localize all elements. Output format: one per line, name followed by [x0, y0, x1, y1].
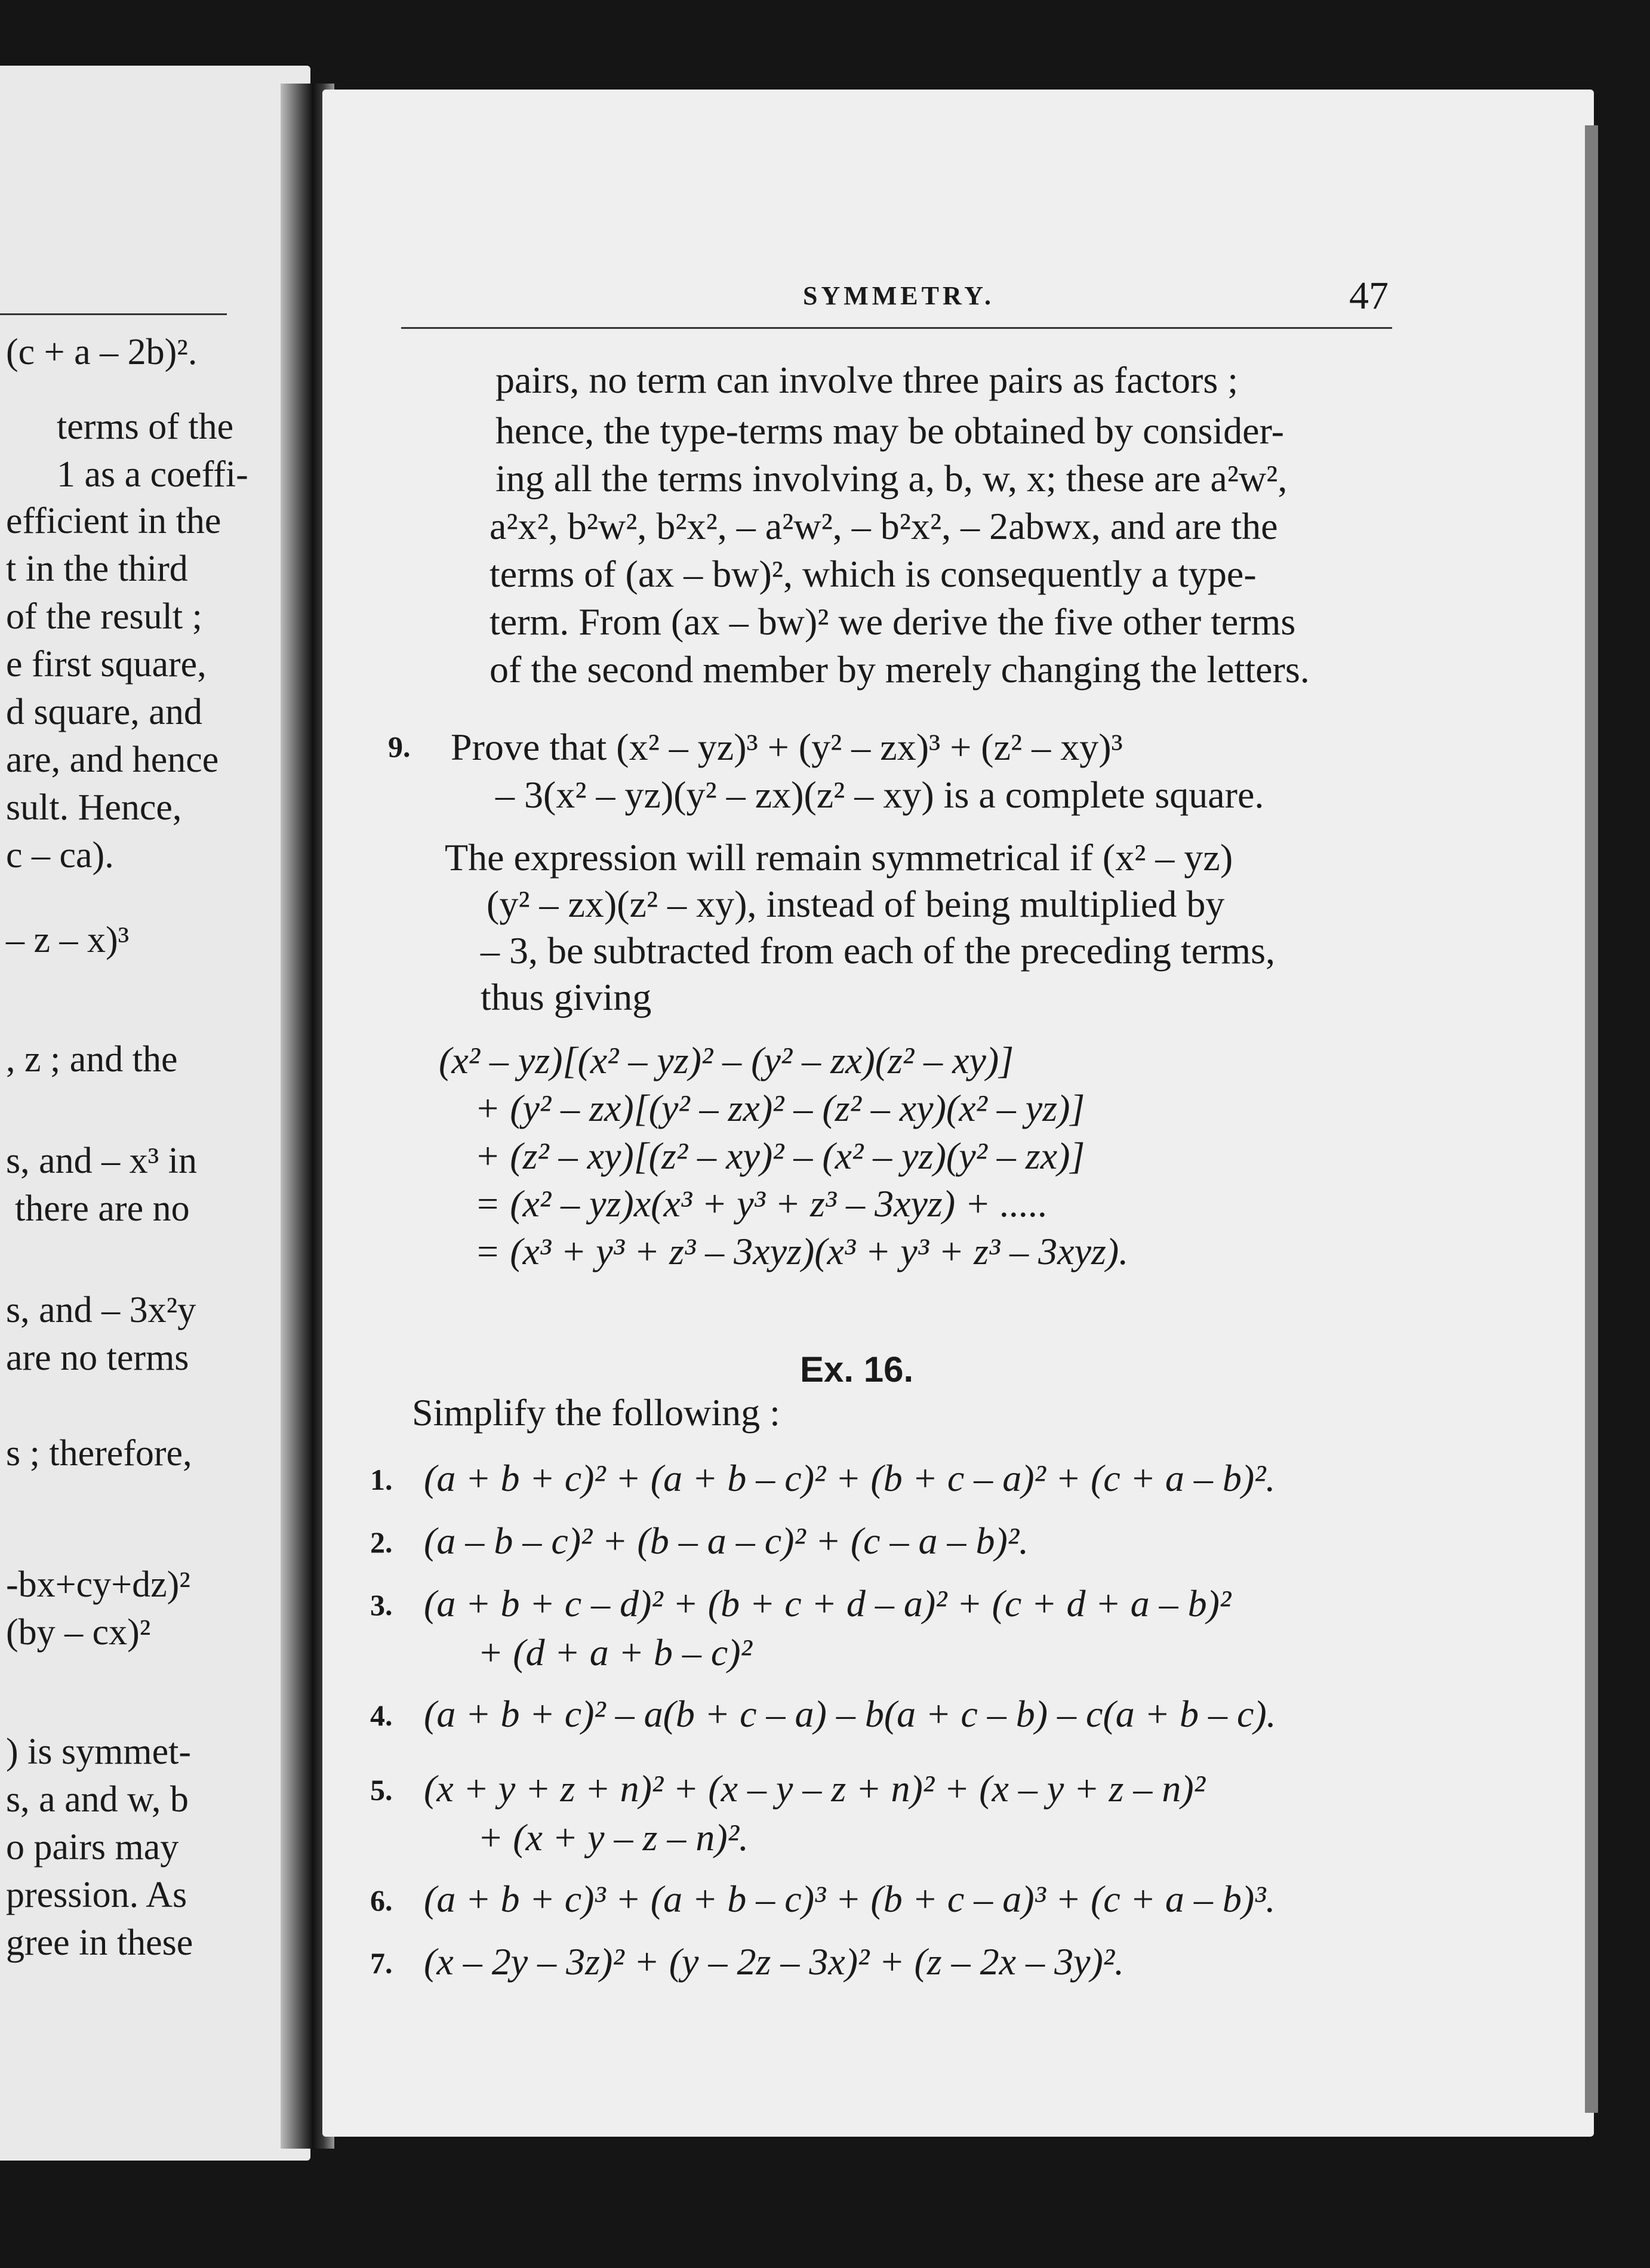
left-page-line: , z ; and the — [6, 1039, 178, 1080]
exercise-item-number: 7. — [370, 1946, 393, 1980]
left-page-line: ) is symmet- — [6, 1731, 191, 1772]
left-page-line: t in the third — [6, 548, 188, 589]
paragraph-line: of the second member by merely changing the letters. — [490, 648, 1310, 691]
paragraph-line: pairs, no term can involve three pairs as factors ; — [495, 359, 1238, 401]
exercise-item-number: 1. — [370, 1463, 393, 1496]
exercise-item-number: 5. — [370, 1773, 393, 1807]
exercise-item-expression: (a + b + c)³ + (a + b – c)³ + (b + c – a)³ + (c + a – b)³. — [424, 1878, 1276, 1920]
equation-line: + (y² – zx)[(y² – zx)² – (z² – xy)(x² – yz)] — [475, 1087, 1085, 1129]
left-page-line: 1 as a coeffi- — [57, 454, 248, 495]
left-page-line: are no terms — [6, 1338, 189, 1378]
exercise-heading: Ex. 16. — [800, 1349, 914, 1389]
problem-9-line: – 3(x² – yz)(y² – zx)(z² – xy) is a complete square. — [495, 774, 1264, 816]
exercise-instruction: Simplify the following : — [412, 1391, 780, 1434]
problem-number: 9. — [388, 730, 411, 763]
exercise-item-expression: (x – 2y – 3z)² + (y – 2z – 3x)² + (z – 2x – 3y)². — [424, 1940, 1124, 1983]
left-page-line: gree in these — [6, 1922, 193, 1963]
left-header-rule — [0, 313, 227, 315]
exercise-item-expression: + (d + a + b – c)² — [478, 1631, 752, 1674]
left-page-line: sult. Hence, — [6, 787, 182, 828]
left-page-line: o pairs may — [6, 1827, 179, 1868]
left-page-line: c – ca). — [6, 835, 114, 876]
left-page-line: terms of the — [57, 406, 234, 447]
paragraph-line: a²x², b²w², b²x², – a²w², – b²x², – 2abwx, and are the — [490, 505, 1278, 547]
left-page-line: s ; therefore, — [6, 1433, 192, 1474]
equation-line: + (z² – xy)[(z² – xy)² – (x² – yz)(y² – zx)] — [475, 1135, 1085, 1177]
equation-line: (x² – yz)[(x² – yz)² – (y² – zx)(z² – xy)] — [439, 1039, 1014, 1081]
paragraph-line: terms of (ax – bw)², which is consequently a type- — [490, 553, 1257, 595]
exercise-item-expression: (a + b + c)² + (a + b – c)² + (b + c – a)² + (c + a – b)². — [424, 1457, 1276, 1499]
left-page-line: pression. As — [6, 1875, 187, 1915]
left-page-line: -bx+cy+dz)² — [6, 1564, 190, 1605]
paragraph-line: hence, the type-terms may be obtained by consider- — [495, 409, 1284, 452]
exercise-item-expression: (a + b + c)² – a(b + c – a) – b(a + c – b) – c(a + b – c). — [424, 1693, 1276, 1735]
left-page-line: (c + a – 2b)². — [6, 332, 198, 372]
problem-9-line: Prove that (x² – yz)³ + (y² – zx)³ + (z² – xy)³ — [451, 726, 1123, 768]
exercise-item-number: 4. — [370, 1699, 393, 1732]
left-page-line: s, a and w, b — [6, 1779, 189, 1820]
solution-line: thus giving — [481, 976, 652, 1018]
exercise-item-expression: (x + y + z + n)² + (x – y – z + n)² + (x – y + z – n)² — [424, 1767, 1205, 1810]
exercise-item-expression: (a – b – c)² + (b – a – c)² + (c – a – b)². — [424, 1520, 1029, 1562]
left-page-line: efficient in the — [6, 501, 221, 541]
left-page-line: (by – cx)² — [6, 1612, 151, 1653]
left-page-line: d square, and — [6, 692, 202, 732]
exercise-item-number: 2. — [370, 1526, 393, 1559]
exercise-item-number: 6. — [370, 1884, 393, 1917]
equation-line: = (x³ + y³ + z³ – 3xyz)(x³ + y³ + z³ – 3xyz). — [475, 1230, 1129, 1272]
left-page-line: s, and – 3x²y — [6, 1290, 196, 1330]
exercise-item-expression: + (x + y – z – n)². — [478, 1816, 749, 1859]
running-head: SYMMETRY. — [803, 281, 995, 310]
left-page-line: of the result ; — [6, 596, 202, 637]
solution-line: – 3, be subtracted from each of the preceding terms, — [481, 929, 1276, 972]
left-page-line: are, and hence — [6, 739, 219, 780]
solution-line: The expression will remain symmetrical if (x² – yz) — [445, 836, 1233, 879]
left-page-line: there are no — [15, 1188, 190, 1229]
solution-line: (y² – zx)(z² – xy), instead of being multiplied by — [487, 883, 1225, 925]
paragraph-line: term. From (ax – bw)² we derive the five other terms — [490, 600, 1296, 643]
exercise-item-number: 3. — [370, 1588, 393, 1622]
page-edge — [1585, 125, 1598, 2113]
equation-line: = (x² – yz)x(x³ + y³ + z³ – 3xyz) + ..... — [475, 1182, 1048, 1225]
left-page-line: – z – x)³ — [6, 920, 130, 960]
paragraph-line: ing all the terms involving a, b, w, x; these are a²w², — [495, 457, 1288, 500]
exercise-item-expression: (a + b + c – d)² + (b + c + d – a)² + (c + d + a – b)² — [424, 1582, 1232, 1625]
header-rule — [401, 327, 1392, 329]
page-number: 47 — [1349, 274, 1389, 318]
left-page-line: e first square, — [6, 644, 207, 685]
left-page-line: s, and – x³ in — [6, 1141, 197, 1181]
